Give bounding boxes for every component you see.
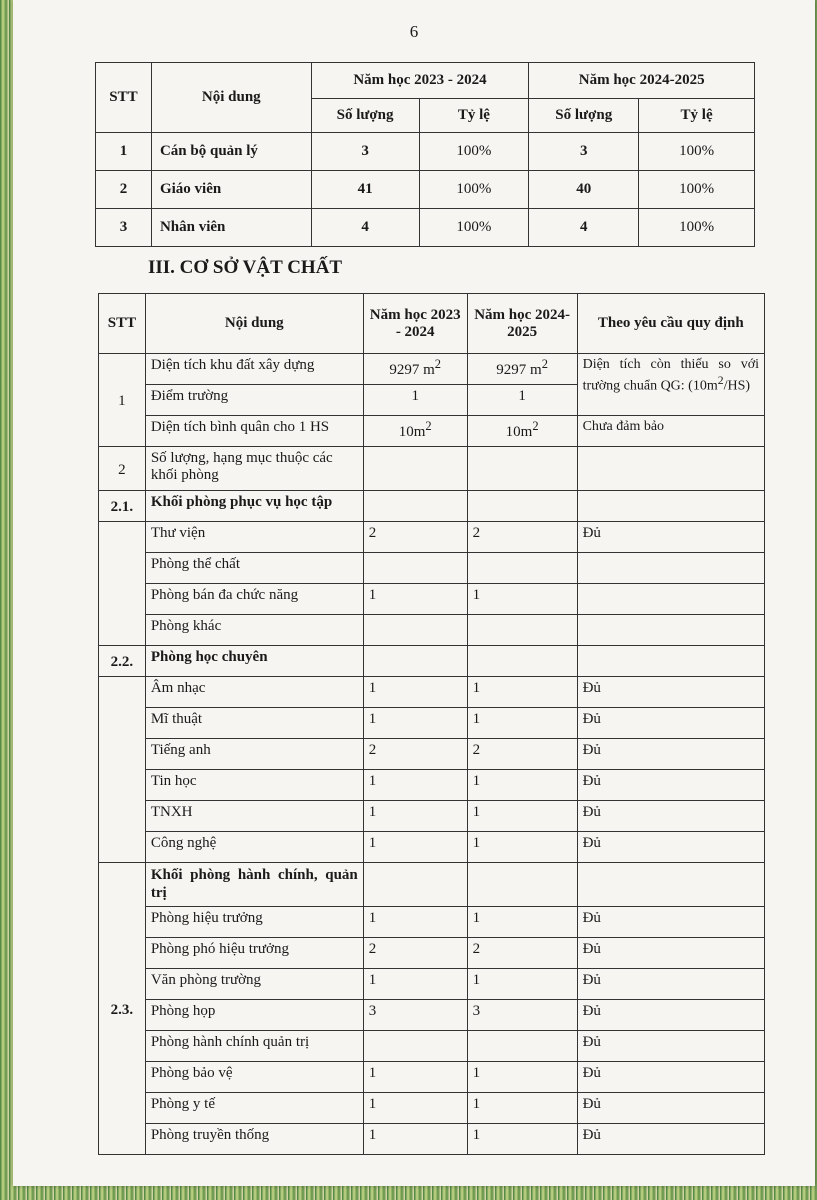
cell-quantity: 3 [529, 133, 639, 171]
cell-label: Phòng truyền thống [145, 1124, 363, 1155]
table-row [99, 1124, 765, 1155]
cell-year2 [467, 615, 577, 646]
cell-year2 [467, 354, 577, 385]
cell-quantity: 3 [311, 133, 419, 171]
cell-label: Cán bộ quản lý [151, 133, 311, 171]
cell-requirement: Chưa đảm bảo [577, 416, 764, 447]
group-header-row [99, 863, 765, 907]
cell-year1 [363, 863, 467, 907]
cell-year1 [363, 553, 467, 584]
cell-label: Phòng y tế [145, 1093, 363, 1124]
section-title: III. CƠ SỞ VẬT CHẤT [148, 257, 343, 278]
cell-label: Phòng khác [145, 615, 363, 646]
table-row [99, 677, 765, 708]
cell-year1: 1 [363, 969, 467, 1000]
table-row [99, 553, 765, 584]
cell-label: Số lượng, hạng mục thuộc các khối phòng [145, 447, 363, 491]
value: 9297 m [389, 362, 435, 378]
cell-year2: 2 [467, 739, 577, 770]
cell-year1: 2 [363, 739, 467, 770]
cell-ratio: 100% [419, 133, 529, 171]
cell-year1: 1 [363, 584, 467, 615]
cell-year2: 1 [467, 584, 577, 615]
cell-year2: 1 [467, 801, 577, 832]
table-row [99, 801, 765, 832]
group-title: Khối phòng hành chính, quản trị [145, 863, 363, 907]
cell-year2: 1 [467, 1093, 577, 1124]
cell-requirement [577, 615, 764, 646]
note-text: Diện tích còn thiếu so với trường chuẩn QG: (10m [582, 357, 759, 394]
cell-year2: 2 [467, 938, 577, 969]
cell-year1 [363, 447, 467, 491]
cell-year1 [363, 615, 467, 646]
cell-year1: 1 [363, 385, 467, 416]
cell-label: Diện tích bình quân cho 1 HS [145, 416, 363, 447]
header-year-2024-2025: Năm học 2024-2025 [529, 63, 755, 99]
table-row [99, 969, 765, 1000]
cell-requirement-note [577, 354, 764, 416]
value: 10m [398, 424, 426, 440]
cell-label: Nhân viên [151, 209, 311, 247]
cell-stt [99, 677, 146, 863]
group-header-row [99, 491, 765, 522]
cell-year1: 1 [363, 770, 467, 801]
cell-year1: 1 [363, 1062, 467, 1093]
cell-quantity: 40 [529, 171, 639, 209]
group-title: Khối phòng phục vụ học tập [145, 491, 363, 522]
cell-requirement: Đủ [577, 770, 764, 801]
table-row [99, 1031, 765, 1062]
cell-year2 [467, 1031, 577, 1062]
cell-stt: 2.2. [99, 646, 146, 677]
header-stt: STT [99, 294, 146, 354]
cell-label: Âm nhạc [145, 677, 363, 708]
cell-stt: 2.3. [99, 863, 146, 1155]
cell-requirement [577, 863, 764, 907]
cell-requirement: Đủ [577, 938, 764, 969]
table-row [99, 447, 765, 491]
header-noi-dung: Nội dung [151, 63, 311, 133]
facility-table [98, 293, 765, 1155]
header-year-2023-2024: Năm học 2023 - 2024 [363, 294, 467, 354]
cell-year1: 1 [363, 801, 467, 832]
header-year-2023-2024: Năm học 2023 - 2024 [311, 63, 529, 99]
table-row [99, 1093, 765, 1124]
cell-year2: 1 [467, 832, 577, 863]
cell-label: Phòng phó hiệu trưởng [145, 938, 363, 969]
cell-year1: 2 [363, 522, 467, 553]
cell-year1: 1 [363, 1093, 467, 1124]
cell-label: Mĩ thuật [145, 708, 363, 739]
cell-year1: 3 [363, 1000, 467, 1031]
superscript: 2 [717, 374, 724, 387]
cell-quantity: 4 [311, 209, 419, 247]
group-header-row [99, 646, 765, 677]
cell-requirement: Đủ [577, 1062, 764, 1093]
table-row [99, 615, 765, 646]
cell-year1 [363, 1031, 467, 1062]
cell-year2: 1 [467, 1124, 577, 1155]
superscript: 2 [434, 357, 442, 371]
cell-year2: 1 [467, 677, 577, 708]
cell-year1: 1 [363, 907, 467, 938]
cell-label: Tin học [145, 770, 363, 801]
value: 9297 m [496, 362, 542, 378]
group-title: Phòng học chuyên [145, 646, 363, 677]
header-so-luong: Số lượng [311, 99, 419, 133]
header-ty-le: Tỷ lệ [419, 99, 529, 133]
header-so-luong: Số lượng [529, 99, 639, 133]
cell-ratio: 100% [419, 171, 529, 209]
cell-requirement: Đủ [577, 708, 764, 739]
cell-year2 [467, 416, 577, 447]
cell-requirement: Đủ [577, 1124, 764, 1155]
cell-requirement: Đủ [577, 832, 764, 863]
superscript: 2 [532, 419, 539, 433]
table-row [99, 354, 765, 385]
table-row [99, 832, 765, 863]
table-row [99, 522, 765, 553]
cell-label: TNXH [145, 801, 363, 832]
cell-year2 [467, 863, 577, 907]
cell-label: Thư viện [145, 522, 363, 553]
cell-year1 [363, 354, 467, 385]
note-text: /HS) [723, 378, 751, 394]
cell-stt: 2 [96, 171, 152, 209]
cell-label: Công nghệ [145, 832, 363, 863]
cell-label: Giáo viên [151, 171, 311, 209]
cell-requirement [577, 646, 764, 677]
cell-stt: 3 [96, 209, 152, 247]
cell-ratio: 100% [419, 209, 529, 247]
cell-year1: 1 [363, 832, 467, 863]
cell-requirement [577, 553, 764, 584]
table-row [99, 770, 765, 801]
table-row [99, 907, 765, 938]
cell-label: Tiếng anh [145, 739, 363, 770]
superscript: 2 [425, 419, 432, 433]
cell-year2 [467, 646, 577, 677]
cell-stt: 2.1. [99, 491, 146, 522]
cell-stt: 2 [99, 447, 146, 491]
header-noi-dung: Nội dung [145, 294, 363, 354]
cell-year1: 1 [363, 677, 467, 708]
table-row [99, 1062, 765, 1093]
cell-year1 [363, 416, 467, 447]
cell-label: Diện tích khu đất xây dựng [145, 354, 363, 385]
cell-year1: 2 [363, 938, 467, 969]
cell-label: Phòng họp [145, 1000, 363, 1031]
cell-year1: 1 [363, 708, 467, 739]
cell-year2 [467, 491, 577, 522]
table-row [96, 209, 755, 247]
cell-stt [99, 522, 146, 646]
header-ty-le: Tỷ lệ [639, 99, 755, 133]
table-row [99, 584, 765, 615]
cell-year2 [467, 447, 577, 491]
superscript: 2 [541, 357, 548, 371]
side-stamp-mark [803, 200, 813, 340]
table-row [96, 133, 755, 171]
cell-requirement: Đủ [577, 969, 764, 1000]
header-year-2024-2025: Năm học 2024-2025 [467, 294, 577, 354]
cell-requirement: Đủ [577, 1000, 764, 1031]
cell-quantity: 41 [311, 171, 419, 209]
cell-requirement: Đủ [577, 677, 764, 708]
table-row [99, 938, 765, 969]
page-number: 6 [409, 22, 419, 41]
cell-year2: 2 [467, 522, 577, 553]
cell-quantity: 4 [529, 209, 639, 247]
table-row [96, 171, 755, 209]
cell-requirement: Đủ [577, 801, 764, 832]
cell-stt: 1 [99, 354, 146, 447]
document-page [13, 0, 815, 1186]
cell-label: Phòng bán đa chức năng [145, 584, 363, 615]
staff-table [95, 62, 755, 247]
cell-year2: 1 [467, 907, 577, 938]
cell-requirement: Đủ [577, 739, 764, 770]
cell-requirement [577, 491, 764, 522]
cell-label: Phòng hiệu trưởng [145, 907, 363, 938]
table-row [99, 708, 765, 739]
table-row [99, 1000, 765, 1031]
cell-ratio: 100% [639, 209, 755, 247]
cell-label: Phòng thể chất [145, 553, 363, 584]
cell-requirement [577, 447, 764, 491]
cell-requirement [577, 584, 764, 615]
cell-ratio: 100% [639, 133, 755, 171]
cell-label: Điểm trường [145, 385, 363, 416]
cell-requirement: Đủ [577, 1093, 764, 1124]
table-row [99, 416, 765, 447]
cell-label: Phòng hành chính quản trị [145, 1031, 363, 1062]
cell-year2 [467, 553, 577, 584]
cell-year2: 1 [467, 385, 577, 416]
cell-year2: 1 [467, 770, 577, 801]
header-stt: STT [96, 63, 152, 133]
cell-requirement: Đủ [577, 522, 764, 553]
cell-year2: 1 [467, 1062, 577, 1093]
header-requirement: Theo yêu cầu quy định [577, 294, 764, 354]
cell-year1: 1 [363, 1124, 467, 1155]
cell-requirement: Đủ [577, 907, 764, 938]
cell-ratio: 100% [639, 171, 755, 209]
table-row [99, 739, 765, 770]
cell-label: Phòng bảo vệ [145, 1062, 363, 1093]
cell-label: Văn phòng trường [145, 969, 363, 1000]
cell-year2: 3 [467, 1000, 577, 1031]
cell-year2: 1 [467, 708, 577, 739]
cell-year1 [363, 646, 467, 677]
cell-year1 [363, 491, 467, 522]
cell-stt: 1 [96, 133, 152, 171]
cell-requirement: Đủ [577, 1031, 764, 1062]
value: 10m [505, 424, 533, 440]
cell-year2: 1 [467, 969, 577, 1000]
